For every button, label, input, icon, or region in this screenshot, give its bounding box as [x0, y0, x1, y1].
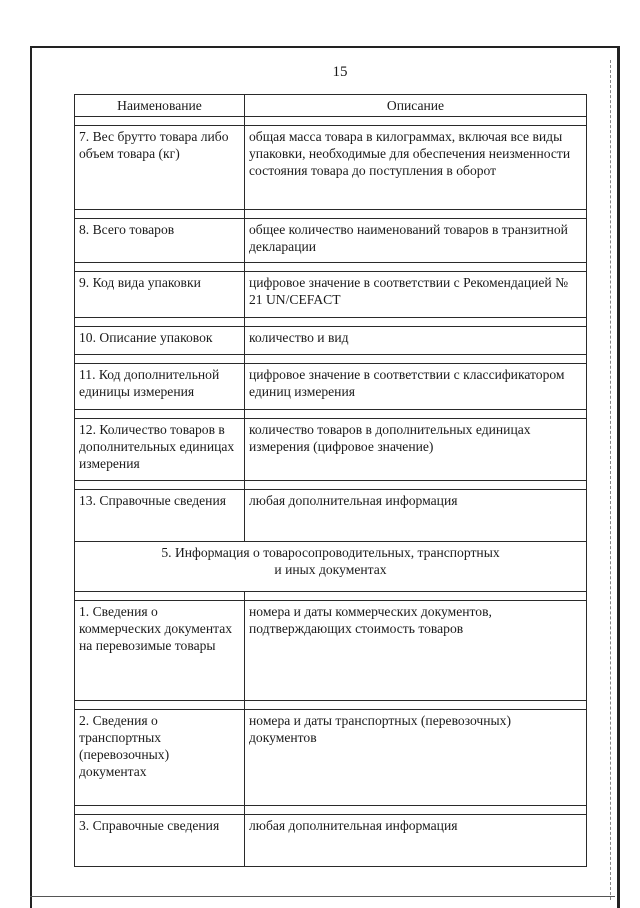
- row-description: общее количество наименований товаров в транзитной декларации: [245, 219, 587, 263]
- spacer-row: [75, 806, 587, 815]
- spacer-row: [75, 481, 587, 490]
- row-description: любая дополнительная информация: [245, 490, 587, 542]
- spacer-row: [75, 355, 587, 364]
- row-name: 2. Сведения о транспортных (перевозочных) документах: [75, 710, 245, 806]
- row-name: 10. Описание упаковок: [75, 327, 245, 355]
- spacer-row: [75, 263, 587, 272]
- row-name: 1. Сведения о коммерческих документах на перевозимые товары: [75, 601, 245, 701]
- table-header-row: [75, 95, 587, 117]
- bottom-rule: [30, 896, 615, 897]
- table-row: [75, 601, 587, 701]
- section-title-line2: и иных документах: [274, 562, 387, 577]
- table-row: [75, 272, 587, 318]
- section-title: [75, 542, 587, 592]
- table-row: [75, 219, 587, 263]
- column-header-name: Наименование: [75, 95, 245, 117]
- column-header-description: Описание: [245, 95, 587, 117]
- row-description: любая дополнительная информация: [245, 815, 587, 867]
- table-row: [75, 327, 587, 355]
- spacer-row: [75, 117, 587, 126]
- row-name: 8. Всего товаров: [75, 219, 245, 263]
- table-row: [75, 710, 587, 806]
- section-title-row: [75, 542, 587, 592]
- scan-edge: [610, 60, 612, 900]
- table-row: [75, 364, 587, 410]
- spacer-row: [75, 410, 587, 419]
- row-description: цифровое значение в соответствии с классификатором единиц измерения: [245, 364, 587, 410]
- row-name: 13. Справочные сведения: [75, 490, 245, 542]
- row-description: количество товаров в дополнительных единицах измерения (цифровое значение): [245, 419, 587, 481]
- row-description: номера и даты транспортных (перевозочных) документов: [245, 710, 587, 806]
- section-title-line1: 5. Информация о товаросопроводительных, транспортных: [161, 545, 500, 560]
- table-row: [75, 490, 587, 542]
- spacer-row: [75, 701, 587, 710]
- spacer-row: [75, 210, 587, 219]
- spacer-row: [75, 318, 587, 327]
- document-table: [74, 94, 587, 867]
- row-description: количество и вид: [245, 327, 587, 355]
- spacer-row: [75, 592, 587, 601]
- page-number: 15: [332, 64, 348, 80]
- row-description: номера и даты коммерческих документов, подтверждающих стоимость товаров: [245, 601, 587, 701]
- row-name: 3. Справочные сведения: [75, 815, 245, 867]
- row-name: 9. Код вида упаковки: [75, 272, 245, 318]
- row-description: общая масса товара в килограммах, включая все виды упаковки, необходимые для обеспечения неизменности состояния товара до поступления в оборот: [245, 126, 587, 210]
- table-row: [75, 126, 587, 210]
- row-name: 11. Код дополнительной единицы измерения: [75, 364, 245, 410]
- row-description: цифровое значение в соответствии с Рекомендацией № 21 UN/CEFACT: [245, 272, 587, 318]
- table-row: [75, 815, 587, 867]
- row-name: 12. Количество товаров в дополнительных единицах измерения: [75, 419, 245, 481]
- row-name: 7. Вес брутто товара либо объем товара (кг): [75, 126, 245, 210]
- table-row: [75, 419, 587, 481]
